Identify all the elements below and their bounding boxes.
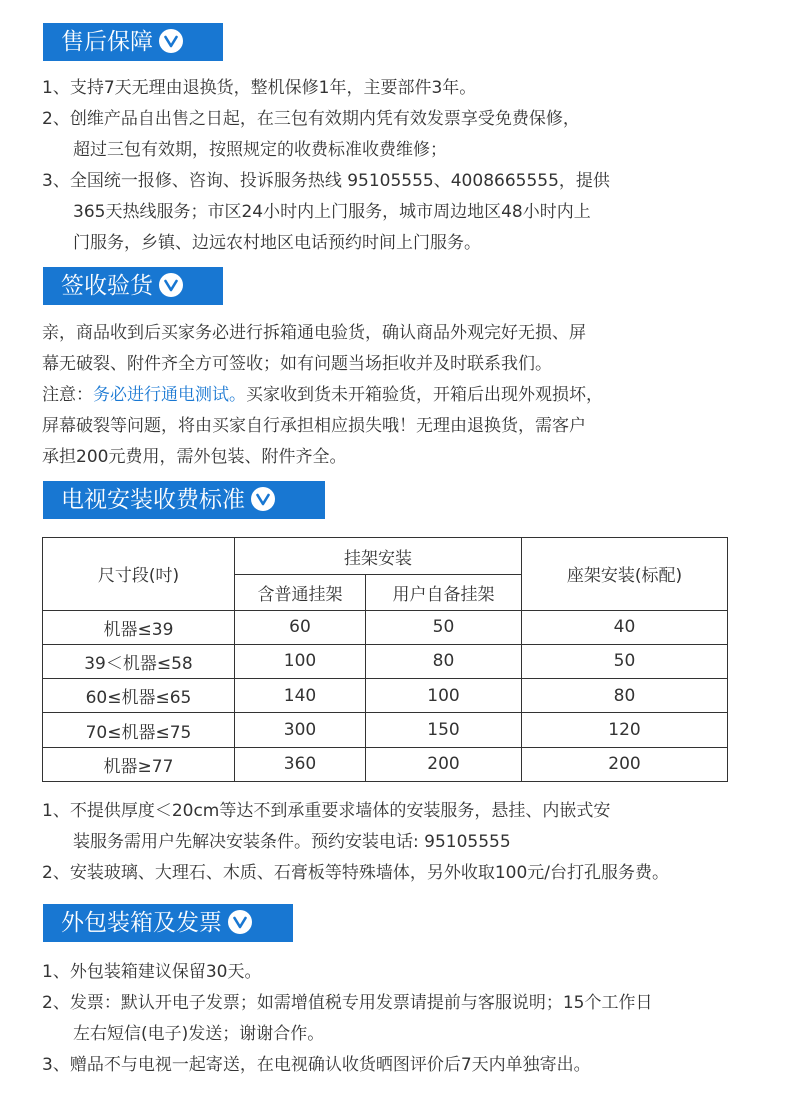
size-cell: 60≤机器≤65 (43, 679, 235, 713)
list-item: 门服务，乡镇、边远农村地区电话预约时间上门服务。 (73, 233, 481, 253)
list-item: 365天热线服务；市区24小时内上门服务，城市周边地区48小时内上 (73, 202, 591, 222)
table-row (43, 610, 728, 644)
stand-fee-cell: 50 (522, 644, 728, 678)
list-item: 1、支持7天无理由退换货，整机保修1年，主要部件3年。 (42, 78, 477, 98)
section-title-inspection (43, 267, 223, 305)
section-title-after-sales-text: 售后保障 (61, 29, 153, 55)
normal-fee-cell: 60 (235, 610, 366, 644)
check-circle-icon (228, 910, 252, 934)
table-row (43, 644, 728, 678)
stand-fee-cell: 200 (522, 747, 728, 781)
own-fee-cell: 50 (366, 610, 522, 644)
inspection-text (42, 318, 603, 473)
wall-own-header: 用户自备挂架 (366, 575, 522, 610)
section-title-packaging (43, 904, 293, 942)
list-item: 1、外包装箱建议保留30天。 (42, 962, 262, 982)
check-circle-icon (159, 273, 183, 297)
normal-fee-cell: 100 (235, 644, 366, 678)
list-item: 2、创维产品自出售之日起，在三包有效期内凭有效发票享受免费保修， (42, 109, 580, 129)
own-fee-cell: 100 (366, 679, 522, 713)
stand-fee-cell: 40 (522, 610, 728, 644)
normal-fee-cell: 360 (235, 747, 366, 781)
size-cell: 39＜机器≤58 (43, 644, 235, 678)
list-item: 超过三包有效期，按照规定的收费标准收费维修； (73, 140, 447, 160)
paragraph-line: 屏幕破裂等问题，将由买家自行承担相应损失哦！无理由退换货，需客户 (42, 416, 586, 436)
section-title-packaging-text: 外包装箱及发票 (61, 910, 222, 936)
size-cell: 机器≥77 (43, 747, 235, 781)
normal-fee-cell: 140 (235, 679, 366, 713)
list-item: 2、发票：默认开电子发票；如需增值税专用发票请提前与客服说明；15个工作日 (42, 993, 653, 1013)
stand-fee-cell: 120 (522, 713, 728, 747)
own-fee-cell: 200 (366, 747, 522, 781)
paragraph-line: 幕无破裂、附件齐全方可签收；如有问题当场拒收并及时联系我们。 (42, 354, 552, 374)
size-cell: 70≤机器≤75 (43, 713, 235, 747)
wall-normal-header: 含普通挂架 (235, 575, 366, 610)
table-header-row (43, 538, 728, 575)
note-highlight: 务必进行通电测试。 (93, 385, 246, 405)
normal-fee-cell: 300 (235, 713, 366, 747)
size-cell: 机器≤39 (43, 610, 235, 644)
list-item: 3、全国统一报修、咨询、投诉服务热线 95105555、4008665555，提供 (42, 171, 610, 191)
install-notes (42, 796, 669, 889)
table-row (43, 747, 728, 781)
list-item: 3、赠品不与电视一起寄送，在电视确认收货晒图评价后7天内单独寄出。 (42, 1055, 591, 1075)
table-row (43, 713, 728, 747)
note-rest: 买家收到货未开箱验货，开箱后出现外观损坏， (246, 385, 603, 405)
table-row (43, 679, 728, 713)
stand-mount-header: 座架安装(标配) (522, 538, 728, 611)
install-fee-table (42, 537, 728, 782)
section-title-install-fee-text: 电视安装收费标准 (61, 487, 245, 513)
after-sales-list (42, 73, 610, 259)
list-item: 1、不提供厚度＜20cm等达不到承重要求墙体的安装服务，悬挂、内嵌式安 (42, 801, 611, 821)
section-title-inspection-text: 签收验货 (61, 273, 153, 299)
paragraph-line: 亲，商品收到后买家务必进行拆箱通电验货，确认商品外观完好无损、屏 (42, 323, 586, 343)
note-label: 注意： (42, 385, 93, 405)
paragraph-line: 承担200元费用，需外包装、附件齐全。 (42, 447, 347, 467)
section-title-after-sales (43, 23, 223, 61)
own-fee-cell: 150 (366, 713, 522, 747)
stand-fee-cell: 80 (522, 679, 728, 713)
wall-mount-header: 挂架安装 (235, 538, 522, 575)
list-item: 装服务需用户先解决安装条件。预约安装电话: 95105555 (73, 832, 511, 852)
check-circle-icon (159, 29, 183, 53)
packaging-list (42, 957, 652, 1081)
section-title-install-fee (43, 481, 325, 519)
size-header: 尺寸段(吋) (43, 538, 235, 611)
check-circle-icon (251, 487, 275, 511)
list-item: 左右短信(电子)发送；谢谢合作。 (73, 1024, 325, 1044)
note-line (42, 380, 603, 411)
own-fee-cell: 80 (366, 644, 522, 678)
list-item: 2、安装玻璃、大理石、木质、石膏板等特殊墙体，另外收取100元/台打孔服务费。 (42, 863, 669, 883)
